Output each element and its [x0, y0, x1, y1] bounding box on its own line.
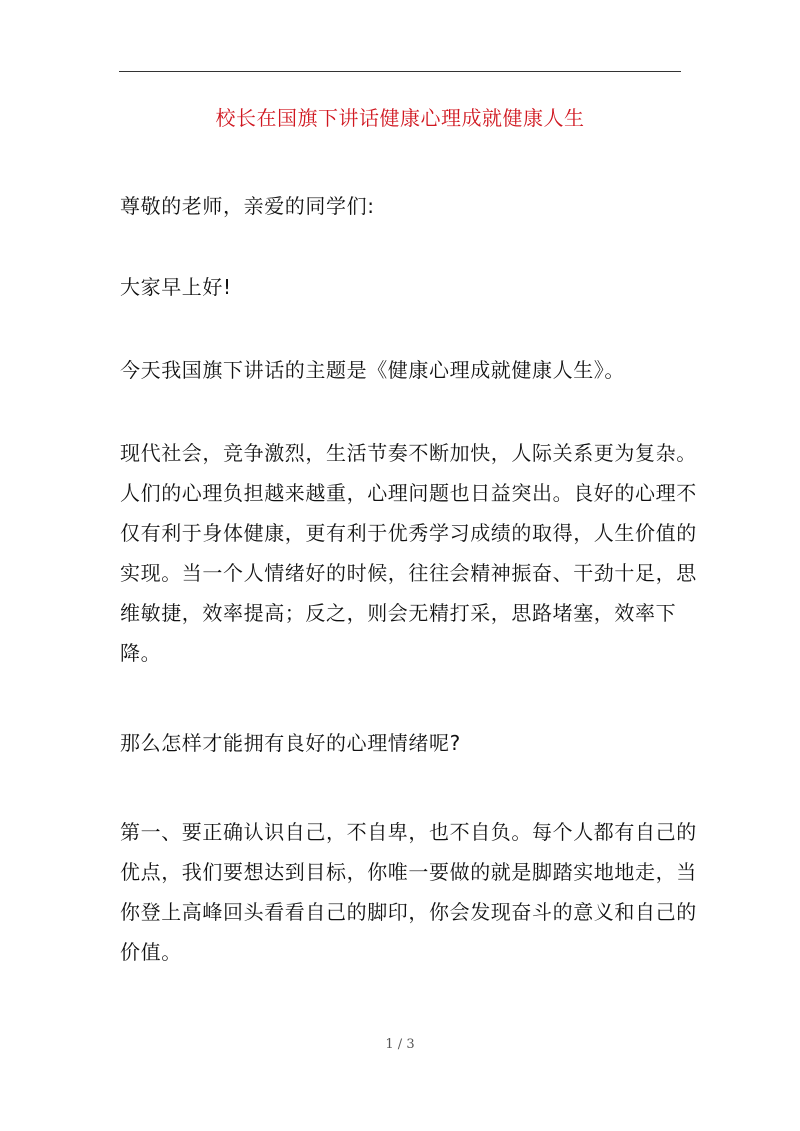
text-line: 第一、要正确认识自己，不自卑，也不自负。每个人都有自己的 — [120, 820, 697, 844]
text-line: 那么怎样才能拥有良好的心理情绪呢? — [120, 731, 461, 755]
text-line: 优点，我们要想达到目标，你唯一要做的就是脚踏实地地走，当 — [120, 860, 697, 884]
paragraph-topic — [120, 350, 685, 390]
page-number: 1 / 3 — [385, 1037, 415, 1052]
paragraph-greeting — [120, 267, 685, 307]
text-line: 维敏捷，效率提高；反之，则会无精打采，思路堵塞，效率下 — [120, 601, 677, 625]
paragraph-society — [120, 433, 697, 673]
text-line: 人们的心理负担越来越重，心理问题也日益突出。良好的心理不 — [120, 481, 697, 505]
paragraph-question — [120, 723, 685, 763]
text-line: 今天我国旗下讲话的主题是《健康心理成就健康人生》。 — [120, 358, 625, 382]
text-line: 尊敬的老师，亲爱的同学们: — [120, 194, 375, 218]
header-rule — [119, 71, 681, 72]
text-line: 仅有利于身体健康，更有利于优秀学习成绩的取得，人生价值的 — [120, 521, 697, 545]
paragraph-salutation — [120, 186, 685, 226]
text-line: 大家早上好! — [120, 275, 232, 299]
document-title: 校长在国旗下讲话健康心理成就健康人生 — [215, 106, 585, 130]
text-line: 现代社会，竞争激烈，生活节奏不断加快，人际关系更为复杂。 — [120, 441, 697, 465]
text-line: 实现。当一个人情绪好的时候，往往会精神振奋、干劲十足，思 — [120, 561, 697, 585]
paragraph-first-point — [120, 812, 697, 972]
text-line: 你登上高峰回头看看自己的脚印，你会发现奋斗的意义和自己的 — [120, 900, 697, 924]
text-line: 降。 — [120, 641, 162, 665]
text-line: 价值。 — [120, 940, 182, 964]
